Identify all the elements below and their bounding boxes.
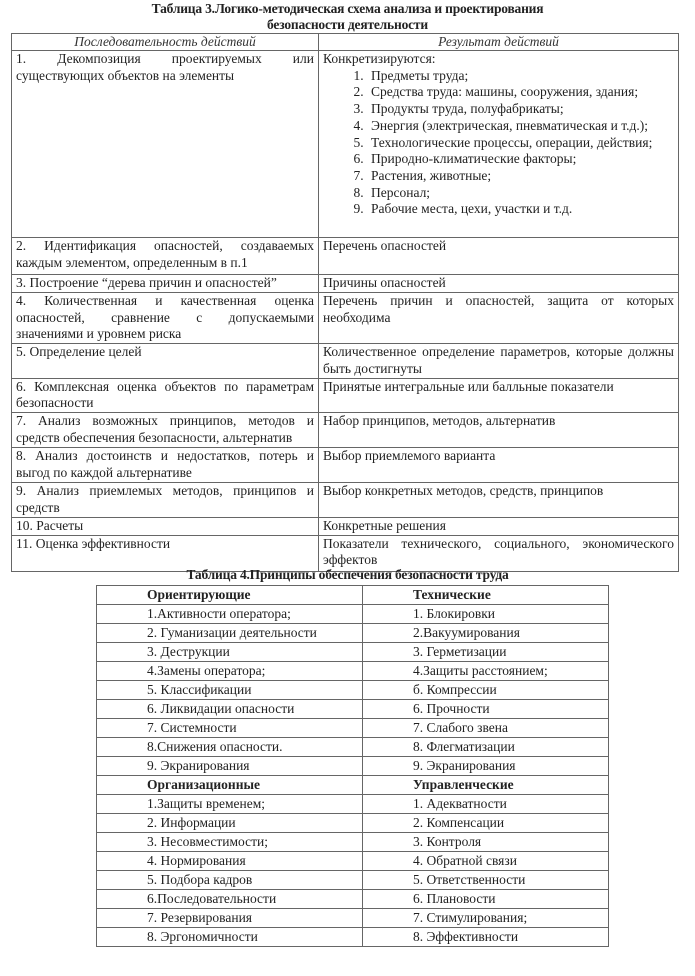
cell: 3. Контроля <box>363 833 609 852</box>
table-row <box>12 293 679 344</box>
cell: б. Компрессии <box>363 681 609 700</box>
section-header-row <box>97 586 609 605</box>
result-cell: Перечень опасностей <box>319 238 679 275</box>
table-row <box>97 928 609 947</box>
cell: 7. Стимулирования; <box>363 909 609 928</box>
table3-title-line1: Таблица 3.Логико-методическая схема анализа и проектирования <box>151 1 544 16</box>
table-row <box>97 795 609 814</box>
action-cell: 7. Анализ возможных принципов, методов и средств обеспечения безопасности, альтернатив <box>12 412 319 447</box>
action-cell: 11. Оценка эффективности <box>12 535 319 571</box>
table-row <box>12 238 679 275</box>
list-item: 9. Рабочие места, цехи, участки и т.д. <box>367 201 674 218</box>
list-item: 4. Энергия (электрическая, пневматическая и т.д.); <box>367 118 674 135</box>
cell: 7. Слабого звена <box>363 719 609 738</box>
cell: 2. Гуманизации деятельности <box>97 624 363 643</box>
table-row <box>12 51 679 238</box>
table-row <box>12 447 679 482</box>
table-row <box>97 643 609 662</box>
cell: 6. Плановости <box>363 890 609 909</box>
list-item: 1. Предметы труда; <box>367 68 674 85</box>
cell: 8. Флегматизации <box>363 738 609 757</box>
result-cell: Конкретные решения <box>319 517 679 535</box>
result-cell: Количественное определение параметров, которые должны быть достигнуты <box>319 344 679 378</box>
cell: 9. Экранирования <box>363 757 609 776</box>
action-cell: 6. Комплексная оценка объектов по параметрам безопасности <box>12 378 319 412</box>
result-cell: Показатели технического, социального, экономического эффектов <box>319 535 679 571</box>
table-row <box>97 814 609 833</box>
cell: 3. Герметизации <box>363 643 609 662</box>
result-list <box>323 68 674 218</box>
table-row <box>12 412 679 447</box>
cell: 9. Экранирования <box>97 757 363 776</box>
list-item: 7. Растения, животные; <box>367 168 674 185</box>
result-cell: Перечень причин и опасностей, защита от которых необходима <box>319 293 679 344</box>
cell: 2.Вакуумирования <box>363 624 609 643</box>
list-item: 6. Природно-климатические факторы; <box>367 151 674 168</box>
result-cell: Набор принципов, методов, альтернатив <box>319 412 679 447</box>
table-row <box>97 700 609 719</box>
table-row <box>12 517 679 535</box>
table3-title-line2: безопасности деятельности <box>267 17 428 32</box>
table-row <box>12 275 679 293</box>
cell: 8. Эргономичности <box>97 928 363 947</box>
action-cell: 10. Расчеты <box>12 517 319 535</box>
cell: 5. Подбора кадров <box>97 871 363 890</box>
cell: 1.Активности оператора; <box>97 605 363 624</box>
cell: 6. Прочности <box>363 700 609 719</box>
column-header-actions: Последовательность действий <box>12 34 319 51</box>
cell: 1. Блокировки <box>363 605 609 624</box>
table-row <box>97 738 609 757</box>
table3-title <box>0 1 695 33</box>
table-row <box>97 624 609 643</box>
list-item: 5. Технологические процессы, операции, действия; <box>367 135 674 152</box>
action-cell: 3. Построение “дерева причин и опасностей” <box>12 275 319 293</box>
action-cell: 8. Анализ достоинств и недостатков, потерь и выгод по каждой альтернативе <box>12 447 319 482</box>
cell: 2. Информации <box>97 814 363 833</box>
table4-title: Таблица 4.Принципы обеспечения безопасности труда <box>186 567 509 582</box>
list-item: 8. Персонал; <box>367 185 674 202</box>
cell: 6. Ликвидации опасности <box>97 700 363 719</box>
cell: 1. Адекватности <box>363 795 609 814</box>
column-header-results: Результат действий <box>319 34 679 51</box>
section-header-orienting: Ориентирующие <box>97 586 363 605</box>
cell: 1.Защиты временем; <box>97 795 363 814</box>
result-cell: Выбор приемлемого варианта <box>319 447 679 482</box>
action-cell: 9. Анализ приемлемых методов, принципов и средств <box>12 482 319 517</box>
table-row <box>97 871 609 890</box>
table3-header-row <box>12 34 679 51</box>
cell: 4. Нормирования <box>97 852 363 871</box>
table-row <box>97 890 609 909</box>
table-row <box>97 757 609 776</box>
cell: 8. Эффективности <box>363 928 609 947</box>
action-cell: 2. Идентификация опасностей, создаваемых каждым элементом, определенным в п.1 <box>12 238 319 275</box>
table-row <box>12 344 679 378</box>
table-row <box>97 833 609 852</box>
cell: 4. Обратной связи <box>363 852 609 871</box>
section-header-organizational: Организационные <box>97 776 363 795</box>
action-cell: 4. Количественная и качественная оценка опасностей, сравнение с допускаемыми значениями и уровнем риска <box>12 293 319 344</box>
table4-labor-safety-principles <box>96 585 609 947</box>
table-row <box>12 378 679 412</box>
result-cell: Выбор конкретных методов, средств, принципов <box>319 482 679 517</box>
table-row <box>97 605 609 624</box>
section-header-row <box>97 776 609 795</box>
table-row <box>97 852 609 871</box>
table3-safety-analysis-scheme <box>11 33 679 572</box>
cell: 5. Классификации <box>97 681 363 700</box>
cell: 3. Деструкции <box>97 643 363 662</box>
table-row <box>97 909 609 928</box>
table-row <box>12 482 679 517</box>
cell: 5. Ответственности <box>363 871 609 890</box>
result-cell: Причины опасностей <box>319 275 679 293</box>
cell: 6.Последовательности <box>97 890 363 909</box>
table-row <box>97 681 609 700</box>
table-row <box>97 719 609 738</box>
action-cell: 1. Декомпозиция проектируемых или существующих объектов на элементы <box>12 51 319 238</box>
section-header-technical: Технические <box>363 586 609 605</box>
result-cell <box>319 51 679 238</box>
cell: 3. Несовместимости; <box>97 833 363 852</box>
table-row <box>12 535 679 571</box>
cell: 2. Компенсации <box>363 814 609 833</box>
table-row <box>97 662 609 681</box>
list-item: 2. Средства труда: машины, сооружения, здания; <box>367 84 674 101</box>
cell: 4.Защиты расстоянием; <box>363 662 609 681</box>
action-cell: 5. Определение целей <box>12 344 319 378</box>
result-cell: Принятые интегральные или балльные показатели <box>319 378 679 412</box>
section-header-managerial: Управленческие <box>363 776 609 795</box>
cell: 4.Замены оператора; <box>97 662 363 681</box>
list-item: 3. Продукты труда, полуфабрикаты; <box>367 101 674 118</box>
cell: 8.Снижения опасности. <box>97 738 363 757</box>
result-intro: Конкретизируются: <box>323 51 436 66</box>
cell: 7. Системности <box>97 719 363 738</box>
cell: 7. Резервирования <box>97 909 363 928</box>
